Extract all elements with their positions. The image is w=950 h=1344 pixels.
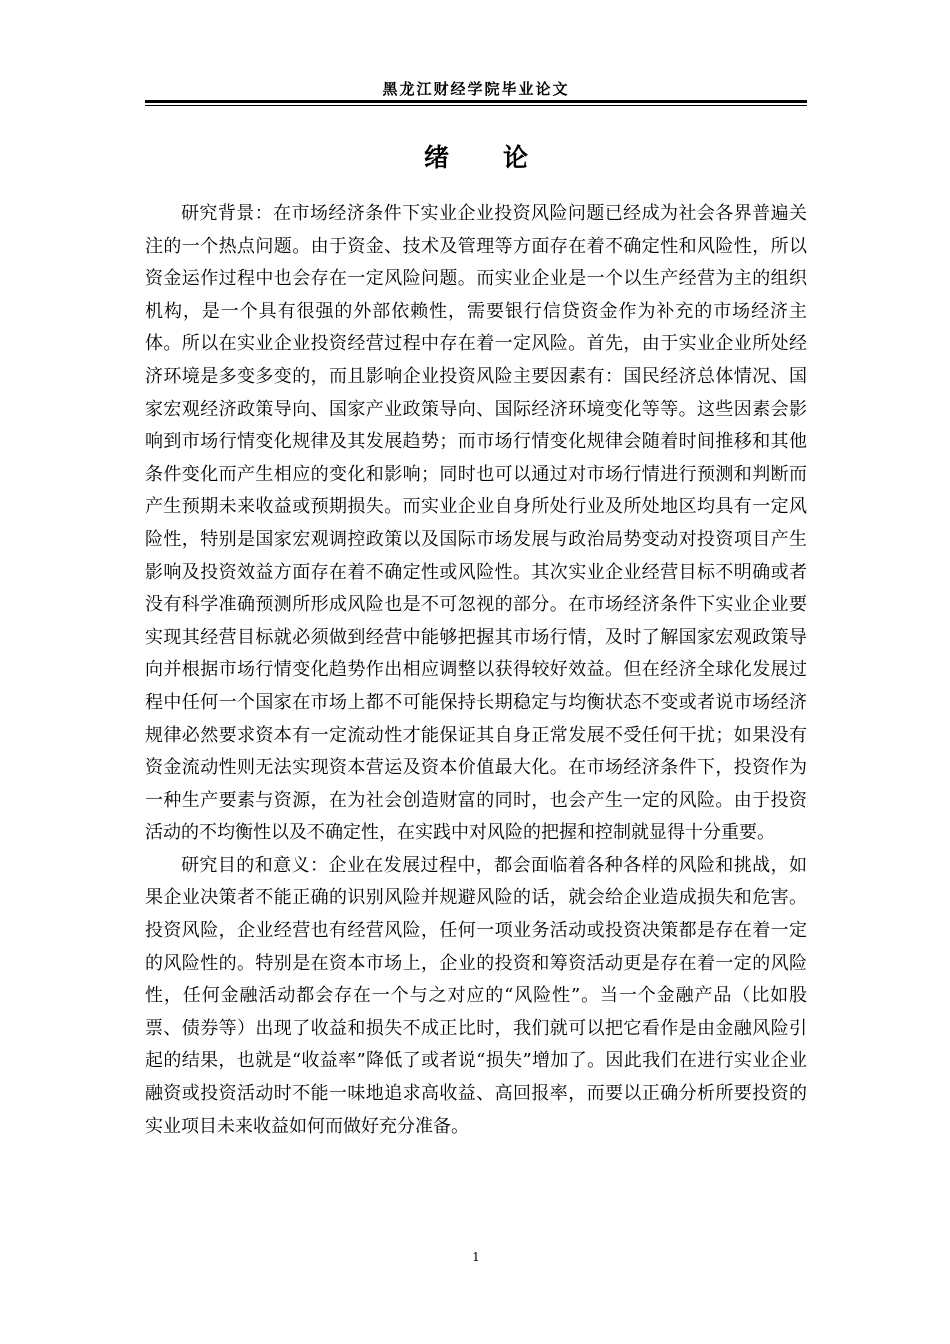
header-rule-thick [145, 100, 807, 103]
paragraph-research-background: 研究背景：在市场经济条件下实业企业投资风险问题已经成为社会各界普遍关注的一个热点问题。由于资金、技术及管理等方面存在着不确定性和风险性，所以资金运作过程中也会存在一定风险问题。而实业企业是一个以生产经营为主的组织机构，是一个具有很强的外部依赖性，需要银行信贷资金作为补充的市场经济主体。所以在实业企业投资经营过程中存在着一定风险。首先，由于实业企业所处经济环境是多变多变的，而且影响企业投资风险主要因素有：国民经济总体情况、国家宏观经济政策导向、国家产业政策导向、国际经济环境变化等等。这些因素会影响到市场行情变化规律及其发展趋势；而市场行情变化规律会随着时间推移和其他条件变化而产生相应的变化和影响；同时也可以通过对市场行情进行预测和判断而产生预期未来收益或预期损失。而实业企业自身所处行业及所处地区均具有一定风险性，特别是国家宏观调控政策以及国际市场发展与政治局势变动对投资项目产生影响及投资效益方面存在着不确定性或风险性。其次实业企业经营目标不明确或者没有科学准确预测所形成风险也是不可忽视的部分。在市场经济条件下实业企业要实现其经营目标就必须做到经营中能够把握其市场行情，及时了解国家宏观政策导向并根据市场行情变化趋势作出相应调整以获得较好效益。但在经济全球化发展过程中任何一个国家在市场上都不可能保持长期稳定与均衡状态不变或者说市场经济规律必然要求资本有一定流动性才能保证其自身正常发展不受任何干扰；如果没有资金流动性则无法实现资本营运及资本价值最大化。在市场经济条件下，投资作为一种生产要素与资源，在为社会创造财富的同时，也会产生一定的风险。由于投资活动的不均衡性以及不确定性，在实践中对风险的把握和控制就显得十分重要。 [145, 203, 807, 844]
page-number: 1 [472, 1250, 480, 1264]
body-text [145, 198, 807, 1143]
chapter-title: 绪论 [423, 143, 582, 172]
header-rule-thin [145, 105, 807, 106]
paragraph-research-purpose: 研究目的和意义：企业在发展过程中，都会面临着各种各样的风险和挑战，如果企业决策者不能正确的识别风险并规避风险的话，就会给企业造成损失和危害。投资风险，企业经营也有经营风险，任何一项业务活动或投资决策都是存在着一定的风险性的。特别是在资本市场上，企业的投资和筹资活动更是存在着一定的风险性，任何金融活动都会存在一个与之对应的“风险性”。当一个金融产品（比如股票、债券等）出现了收益和损失不成正比时，我们就可以把它看作是由金融风险引起的结果，也就是“收益率”降低了或者说“损失”增加了。因此我们在进行实业企业融资或投资活动时不能一味地追求高收益、高回报率，而要以正确分析所要投资的实业项目未来收益如何而做好充分准备。 [145, 854, 807, 1137]
running-header: 黑龙江财经学院毕业论文 [382, 80, 570, 98]
